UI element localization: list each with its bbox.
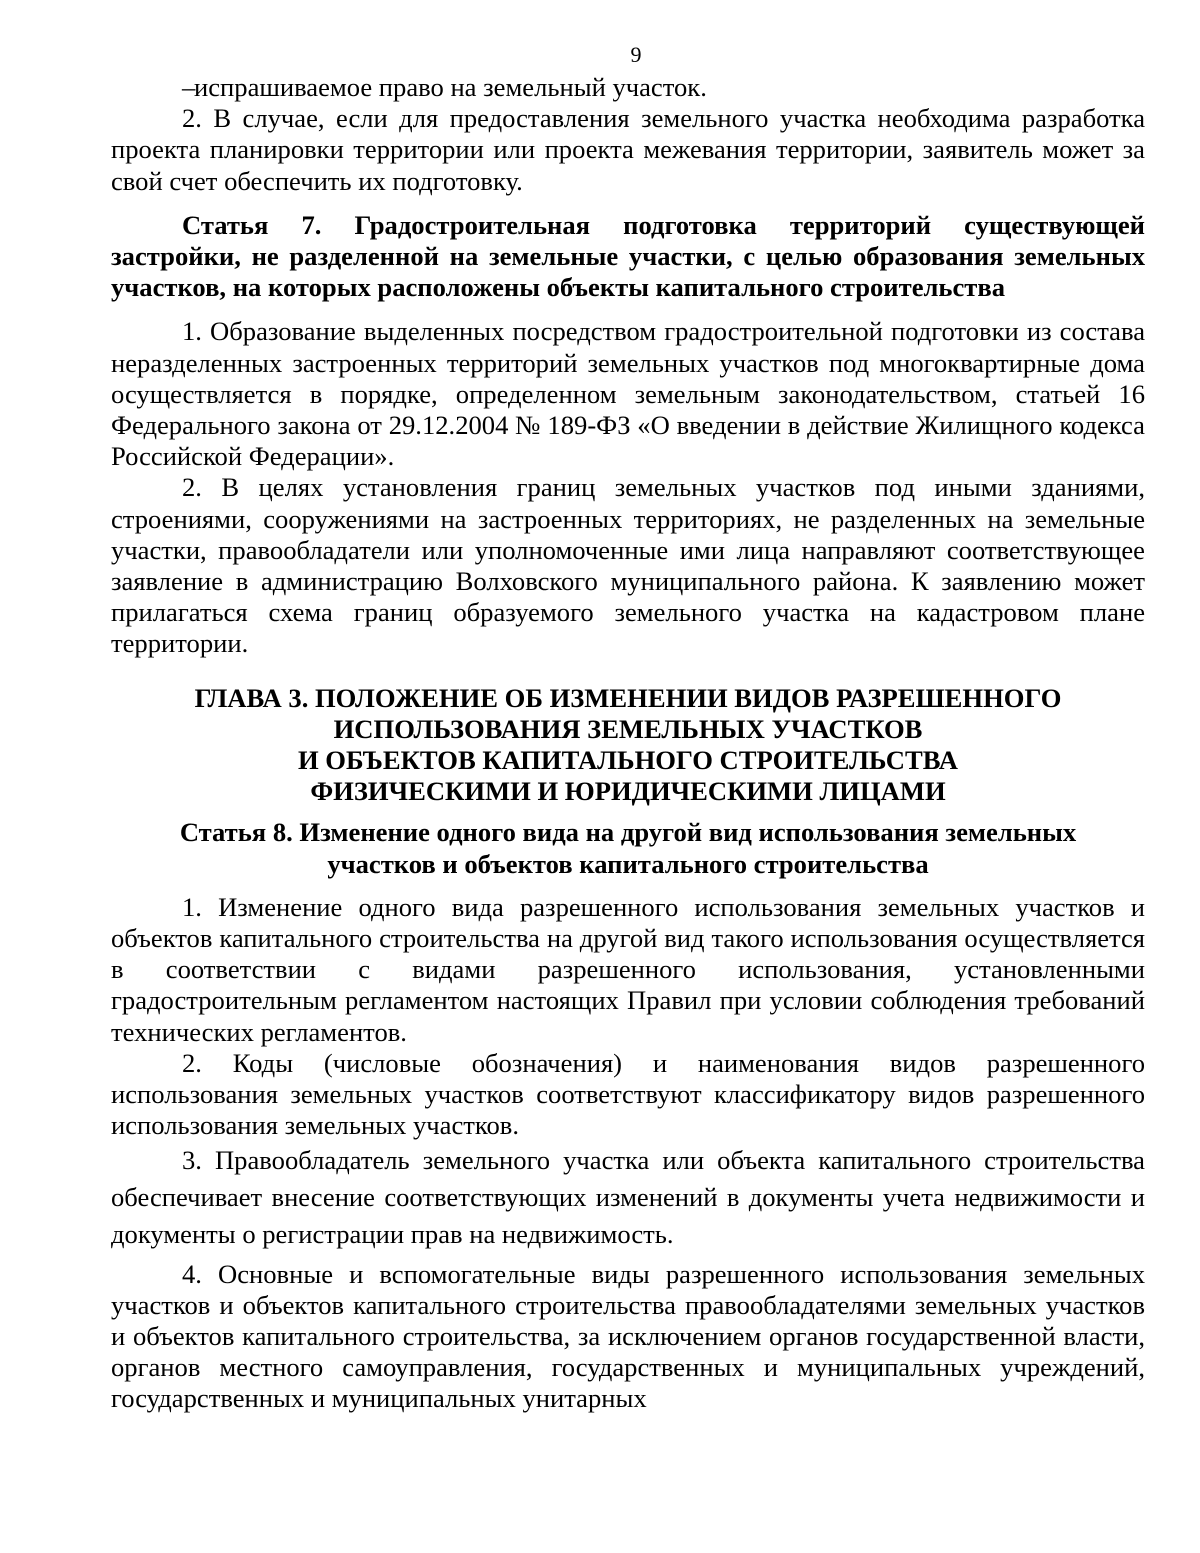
chapter-title-line: ФИЗИЧЕСКИМИ И ЮРИДИЧЕСКИМИ ЛИЦАМИ [310,776,946,807]
document-page [111,40,1145,1415]
article-8-title [111,817,1145,879]
article-7-title: Статья 7. Градостроительная подготовка территорий существующей застройки, не разделенной на земельные участки, с целью образования земельных участков, на которых расположены объекты капитального строительства [111,209,1145,303]
paragraph: 1. Изменение одного вида разрешенного использования земельных участков и объектов капитального строительства на другой вид такого использования осуществляется в соответствии с видами разрешенного использования, установленными градостроительным регламентом настоящих Правил при условии соблюдения требований технических регламентов. [111,891,1145,1047]
paragraph: 4. Основные и вспомогательные виды разрешенного использования земельных участков и объектов капитального строительства правообладателями земельных участков и объектов капитального строительства, за исключением органов государственной власти, органов местного самоуправления, государственных и муниципальных учреждений, государственных и муниципальных унитарных [111,1258,1145,1414]
chapter-title-line: ГЛАВА 3. ПОЛОЖЕНИЕ ОБ ИЗМЕНЕНИИ ВИДОВ РАЗРЕШЕННОГО [194,682,1062,713]
dash-bullet: – [182,72,196,102]
article-title-line: участков и объектов капитального строительства [327,848,929,879]
chapter-title-line: ИСПОЛЬЗОВАНИЯ ЗЕМЕЛЬНЫХ УЧАСТКОВ [333,713,923,744]
paragraph: 2. В случае, если для предоставления земельного участка необходима разработка проекта планировки территории или проекта межевания территории, заявитель может за свой счет обеспечить их подготовку. [111,103,1145,196]
paragraph: 3. Правообладатель земельного участка или объекта капитального строительства обеспечивает внесение соответствующих изменений в документы учета недвижимости и документы о регистрации прав на недвижимость. [111,1144,1145,1249]
article-title-line: Статья 8. Изменение одного вида на другой вид использования земельных [179,817,1077,848]
chapter-3-title [111,683,1145,808]
page-number: 9 [630,42,642,67]
list-item [111,72,1145,103]
paragraph: 2. В целях установления границ земельных участков под иными зданиями, строениями, сооружениями на застроенных территориях, не разделенных на земельные участки, правообладатели или уполномоченные ими лица направляют соответствующее заявление в администрацию Волховского муниципального района. К заявлению может прилагаться схема границ образуемого земельного участка на кадастровом плане территории. [111,472,1145,659]
list-item-text: испрашиваемое право на земельный участок. [194,72,707,102]
paragraph: 1. Образование выделенных посредством градостроительной подготовки из состава неразделенных застроенных территорий земельных участков под многоквартирные дома осуществляется в порядке, определенном земельным законодательством, статьей 16 Федерального закона от 29.12.2004 № 189-ФЗ «О введении в действие Жилищного кодекса Российской Федерации». [111,316,1145,472]
paragraph: 2. Коды (числовые обозначения) и наименования видов разрешенного использования земельных участков соответствуют классификатору видов разрешенного использования земельных участков. [111,1047,1145,1141]
chapter-title-line: И ОБЪЕКТОВ КАПИТАЛЬНОГО СТРОИТЕЛЬСТВА [297,745,959,776]
